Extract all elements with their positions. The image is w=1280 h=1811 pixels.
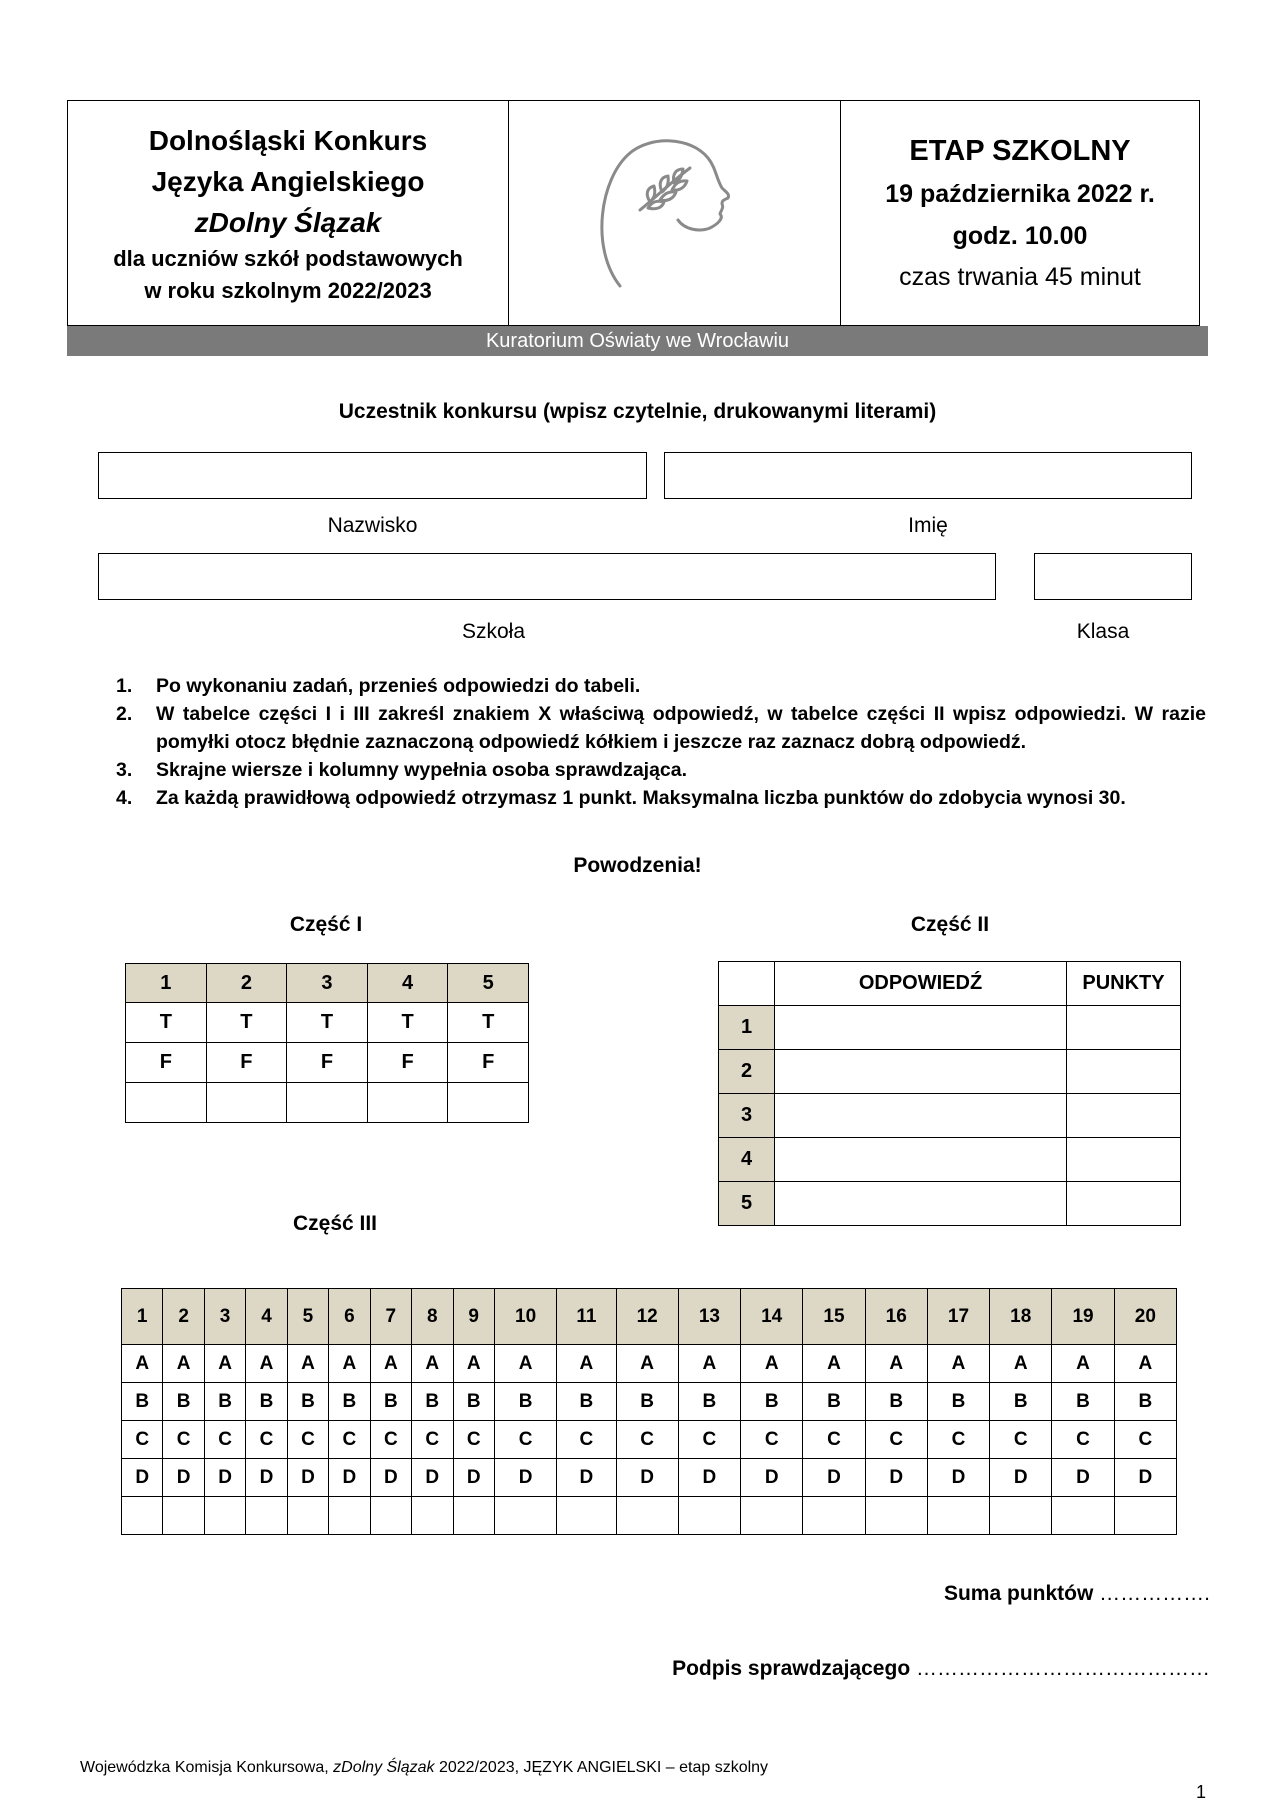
part3-option-cell[interactable]: D xyxy=(453,1459,494,1497)
part3-option-cell[interactable]: C xyxy=(329,1421,370,1459)
part3-col-header: 6 xyxy=(329,1289,370,1345)
stage-title: ETAP SZKOLNY xyxy=(909,135,1131,167)
school-label: Szkoła xyxy=(461,620,526,643)
part3-option-cell[interactable]: A xyxy=(927,1345,989,1383)
instruction-item: 4. Za każdą prawidłową odpowiedź otrzymasz 1 punkt. Maksymalna liczba punktów do zdobycia wynosi 30. xyxy=(116,787,1126,809)
part1-col-header: 5 xyxy=(448,964,529,1003)
part3-option-cell[interactable]: C xyxy=(204,1421,245,1459)
page-number: 1 xyxy=(1196,1782,1207,1802)
part2-answer-cell[interactable] xyxy=(775,1138,1067,1182)
part3-option-cell[interactable]: D xyxy=(163,1459,204,1497)
part3-col-header: 5 xyxy=(287,1289,328,1345)
score-cell[interactable] xyxy=(370,1497,411,1535)
score-cell[interactable] xyxy=(557,1497,616,1535)
part3-option-cell[interactable]: B xyxy=(990,1383,1052,1421)
part3-option-cell[interactable]: C xyxy=(246,1421,287,1459)
logo-cell xyxy=(509,101,841,325)
part3-option-cell[interactable]: D xyxy=(329,1459,370,1497)
part3-option-cell[interactable]: A xyxy=(370,1345,411,1383)
part3-option-cell[interactable]: D xyxy=(287,1459,328,1497)
part3-option-cell[interactable]: B xyxy=(204,1383,245,1421)
score-cell[interactable] xyxy=(1114,1497,1176,1535)
surname-field[interactable] xyxy=(98,452,647,499)
part3-col-header: 20 xyxy=(1114,1289,1176,1345)
part3-option-cell[interactable]: B xyxy=(412,1383,453,1421)
part3-option-cell[interactable]: C xyxy=(678,1421,740,1459)
part3-col-header: 7 xyxy=(370,1289,411,1345)
part3-option-cell[interactable]: B xyxy=(494,1383,556,1421)
part2-row-number: 4 xyxy=(719,1138,775,1182)
part3-option-cell[interactable]: A xyxy=(163,1345,204,1383)
score-cell[interactable] xyxy=(122,1497,163,1535)
part3-option-cell[interactable]: D xyxy=(678,1459,740,1497)
part3-col-header: 10 xyxy=(494,1289,556,1345)
score-cell[interactable] xyxy=(741,1497,803,1535)
audience-line1: dla uczniów szkół podstawowych xyxy=(113,245,463,271)
part3-option-cell[interactable]: D xyxy=(246,1459,287,1497)
score-cell[interactable] xyxy=(865,1497,927,1535)
part3-table xyxy=(121,1288,1177,1535)
part1-table xyxy=(125,963,529,1123)
instruction-item: 1. Po wykonaniu zadań, przenieś odpowiedzi do tabeli. xyxy=(116,675,641,697)
part2-row xyxy=(719,1050,1181,1094)
instructions-list xyxy=(116,672,1206,812)
score-cell[interactable] xyxy=(803,1497,865,1535)
part3-row-a xyxy=(122,1345,1177,1383)
points-sum xyxy=(944,1582,1210,1606)
head-laurel-logo xyxy=(590,128,760,298)
part3-option-cell[interactable]: A xyxy=(453,1345,494,1383)
signature-blank[interactable]: …………………………………… xyxy=(916,1657,1210,1680)
part3-row-d xyxy=(122,1459,1177,1497)
part1-col-header: 4 xyxy=(367,964,448,1003)
score-cell[interactable] xyxy=(246,1497,287,1535)
score-cell[interactable] xyxy=(453,1497,494,1535)
part3-option-cell[interactable]: A xyxy=(1114,1345,1176,1383)
points-sum-label: Suma punktów xyxy=(943,1582,1094,1605)
part1-header-row xyxy=(126,964,529,1003)
part3-option-cell[interactable]: B xyxy=(557,1383,616,1421)
part3-option-cell[interactable]: D xyxy=(494,1459,556,1497)
competition-info xyxy=(68,101,509,325)
part3-option-cell[interactable]: A xyxy=(246,1345,287,1383)
competition-name: zDolny Ślązak xyxy=(194,206,382,238)
part2-row xyxy=(719,1182,1181,1226)
part3-option-cell[interactable]: A xyxy=(494,1345,556,1383)
part2-answer-cell[interactable] xyxy=(775,1094,1067,1138)
part2-header-row xyxy=(719,962,1181,1006)
stage-info xyxy=(841,101,1199,325)
part3-option-cell[interactable]: B xyxy=(803,1383,865,1421)
part1-row-false xyxy=(126,1043,529,1083)
part3-option-cell[interactable]: C xyxy=(163,1421,204,1459)
part3-option-cell[interactable]: C xyxy=(927,1421,989,1459)
part3-option-cell[interactable]: A xyxy=(122,1345,163,1383)
part3-col-header: 2 xyxy=(163,1289,204,1345)
part3-col-header: 11 xyxy=(557,1289,616,1345)
score-cell[interactable] xyxy=(329,1497,370,1535)
part1-answer-cell[interactable]: T xyxy=(448,1003,529,1043)
part3-option-cell[interactable]: A xyxy=(204,1345,245,1383)
part3-option-cell[interactable]: A xyxy=(287,1345,328,1383)
points-sum-blank[interactable]: ……………. xyxy=(1099,1582,1210,1605)
signature-label: Podpis sprawdzającego xyxy=(672,1657,911,1680)
part1-answer-cell[interactable]: F xyxy=(448,1043,529,1083)
part2-points-cell[interactable] xyxy=(1067,1138,1181,1182)
part3-col-header: 19 xyxy=(1052,1289,1114,1345)
score-cell[interactable] xyxy=(287,1497,328,1535)
part3-option-cell[interactable]: A xyxy=(741,1345,803,1383)
score-cell[interactable] xyxy=(990,1497,1052,1535)
part3-option-cell[interactable]: B xyxy=(741,1383,803,1421)
part2-corner-cell xyxy=(719,962,775,1006)
part3-option-cell[interactable]: C xyxy=(122,1421,163,1459)
part3-option-cell[interactable]: C xyxy=(1114,1421,1176,1459)
part3-option-cell[interactable]: B xyxy=(287,1383,328,1421)
part3-option-cell[interactable]: B xyxy=(616,1383,678,1421)
part3-score-row xyxy=(122,1497,1177,1535)
part2-points-cell[interactable] xyxy=(1067,1182,1181,1226)
part3-col-header: 15 xyxy=(803,1289,865,1345)
part2-answer-header: ODPOWIEDŹ xyxy=(775,962,1067,1006)
participant-heading: Uczestnik konkursu (wpisz czytelnie, drukowanymi literami) xyxy=(338,400,937,423)
part3-option-cell[interactable]: D xyxy=(865,1459,927,1497)
score-cell[interactable] xyxy=(126,1083,207,1123)
part1-answer-cell[interactable]: F xyxy=(126,1043,207,1083)
instruction-item: 2. W tabelce części I i III zakreśl znakiem X właściwą odpowiedź, w tabelce części II wpisz odpowiedzi. W razie pomyłki otocz błędnie zaznaczoną odpowiedź kółkiem i jeszcze raz zaznacz dobrą odpowiedź. xyxy=(116,703,1206,753)
part2-row-number: 1 xyxy=(719,1006,775,1050)
part3-option-cell[interactable]: C xyxy=(453,1421,494,1459)
score-cell[interactable] xyxy=(616,1497,678,1535)
part3-col-header: 12 xyxy=(616,1289,678,1345)
score-cell[interactable] xyxy=(287,1083,368,1123)
name-label: Imię xyxy=(908,514,948,537)
score-cell[interactable] xyxy=(204,1497,245,1535)
part1-answer-cell[interactable]: F xyxy=(287,1043,368,1083)
part2-table xyxy=(718,961,1181,1226)
part3-option-cell[interactable]: A xyxy=(865,1345,927,1383)
part3-option-cell[interactable]: A xyxy=(616,1345,678,1383)
score-cell[interactable] xyxy=(367,1083,448,1123)
part3-option-cell[interactable]: D xyxy=(557,1459,616,1497)
part2-row xyxy=(719,1094,1181,1138)
part1-answer-cell[interactable]: T xyxy=(206,1003,287,1043)
part3-option-cell[interactable]: A xyxy=(1052,1345,1114,1383)
part3-option-cell[interactable]: B xyxy=(370,1383,411,1421)
part1-answer-cell[interactable]: F xyxy=(367,1043,448,1083)
score-cell[interactable] xyxy=(448,1083,529,1123)
part3-option-cell[interactable]: C xyxy=(1052,1421,1114,1459)
part1-row-true xyxy=(126,1003,529,1043)
score-cell[interactable] xyxy=(206,1083,287,1123)
part2-title: Część II xyxy=(910,913,990,936)
part3-option-cell[interactable]: B xyxy=(927,1383,989,1421)
part2-answer-cell[interactable] xyxy=(775,1182,1067,1226)
score-cell[interactable] xyxy=(1052,1497,1114,1535)
checker-signature xyxy=(672,1657,1210,1681)
part3-option-cell[interactable]: B xyxy=(163,1383,204,1421)
part3-option-cell[interactable]: D xyxy=(803,1459,865,1497)
part3-title: Część III xyxy=(292,1212,378,1235)
part3-option-cell[interactable]: A xyxy=(990,1345,1052,1383)
part3-option-cell[interactable]: B xyxy=(329,1383,370,1421)
part3-option-cell[interactable]: C xyxy=(557,1421,616,1459)
part3-option-cell[interactable]: D xyxy=(1114,1459,1176,1497)
part3-option-cell[interactable]: B xyxy=(453,1383,494,1421)
part2-row-number: 5 xyxy=(719,1182,775,1226)
good-luck: Powodzenia! xyxy=(573,854,702,877)
part2-row xyxy=(719,1138,1181,1182)
part3-option-cell[interactable]: C xyxy=(616,1421,678,1459)
part2-answer-cell[interactable] xyxy=(775,1050,1067,1094)
competition-line1: Dolnośląski Konkurs xyxy=(148,124,428,156)
part1-answer-cell[interactable]: F xyxy=(206,1043,287,1083)
part3-option-cell[interactable]: C xyxy=(287,1421,328,1459)
part3-option-cell[interactable]: D xyxy=(370,1459,411,1497)
part3-option-cell[interactable]: D xyxy=(741,1459,803,1497)
part3-option-cell[interactable]: D xyxy=(204,1459,245,1497)
part1-col-header: 2 xyxy=(206,964,287,1003)
score-cell[interactable] xyxy=(412,1497,453,1535)
part3-option-cell[interactable]: C xyxy=(865,1421,927,1459)
part3-option-cell[interactable]: C xyxy=(412,1421,453,1459)
part3-option-cell[interactable]: D xyxy=(927,1459,989,1497)
part1-answer-cell[interactable]: T xyxy=(287,1003,368,1043)
part3-header-row xyxy=(122,1289,1177,1345)
part3-col-header: 8 xyxy=(412,1289,453,1345)
part2-points-cell[interactable] xyxy=(1067,1006,1181,1050)
part3-option-cell[interactable]: C xyxy=(370,1421,411,1459)
part3-col-header: 1 xyxy=(122,1289,163,1345)
part3-col-header: 13 xyxy=(678,1289,740,1345)
part3-option-cell[interactable]: B xyxy=(122,1383,163,1421)
score-cell[interactable] xyxy=(494,1497,556,1535)
part3-option-cell[interactable]: D xyxy=(990,1459,1052,1497)
exam-date: 19 października 2022 r. xyxy=(885,180,1155,208)
part3-option-cell[interactable]: A xyxy=(557,1345,616,1383)
part3-option-cell[interactable]: C xyxy=(990,1421,1052,1459)
competition-line2: Języka Angielskiego xyxy=(151,165,425,197)
header-box xyxy=(67,100,1200,326)
part3-row-b xyxy=(122,1383,1177,1421)
part1-title: Część I xyxy=(289,913,363,936)
part1-score-row xyxy=(126,1083,529,1123)
class-field[interactable] xyxy=(1034,553,1192,600)
part3-option-cell[interactable]: D xyxy=(1052,1459,1114,1497)
part3-option-cell[interactable]: D xyxy=(122,1459,163,1497)
part2-row-number: 3 xyxy=(719,1094,775,1138)
part3-option-cell[interactable]: D xyxy=(616,1459,678,1497)
part3-col-header: 16 xyxy=(865,1289,927,1345)
part2-points-header: PUNKTY xyxy=(1067,962,1181,1006)
school-field[interactable] xyxy=(98,553,996,600)
score-cell[interactable] xyxy=(927,1497,989,1535)
part3-col-header: 4 xyxy=(246,1289,287,1345)
part3-option-cell[interactable]: B xyxy=(246,1383,287,1421)
part3-col-header: 17 xyxy=(927,1289,989,1345)
part1-answer-cell[interactable]: T xyxy=(126,1003,207,1043)
part3-option-cell[interactable]: C xyxy=(741,1421,803,1459)
part3-option-cell[interactable]: A xyxy=(412,1345,453,1383)
part3-col-header: 9 xyxy=(453,1289,494,1345)
part1-col-header: 3 xyxy=(287,964,368,1003)
part3-option-cell[interactable]: B xyxy=(1052,1383,1114,1421)
part3-option-cell[interactable]: B xyxy=(678,1383,740,1421)
part3-option-cell[interactable]: B xyxy=(865,1383,927,1421)
name-field[interactable] xyxy=(664,452,1192,499)
part2-row xyxy=(719,1006,1181,1050)
part2-points-cell[interactable] xyxy=(1067,1050,1181,1094)
audience-line2: w roku szkolnym 2022/2023 xyxy=(144,277,432,303)
part3-option-cell[interactable]: C xyxy=(494,1421,556,1459)
part3-col-header: 14 xyxy=(741,1289,803,1345)
part3-option-cell[interactable]: C xyxy=(803,1421,865,1459)
part3-col-header: 18 xyxy=(990,1289,1052,1345)
part2-row-number: 2 xyxy=(719,1050,775,1094)
class-label: Klasa xyxy=(1076,620,1130,643)
part3-option-cell[interactable]: A xyxy=(329,1345,370,1383)
part2-points-cell[interactable] xyxy=(1067,1094,1181,1138)
surname-label: Nazwisko xyxy=(327,514,418,537)
part3-col-header: 3 xyxy=(204,1289,245,1345)
score-cell[interactable] xyxy=(678,1497,740,1535)
exam-duration: czas trwania 45 minut xyxy=(899,263,1141,291)
part1-answer-cell[interactable]: T xyxy=(367,1003,448,1043)
part3-option-cell[interactable]: A xyxy=(678,1345,740,1383)
score-cell[interactable] xyxy=(163,1497,204,1535)
part3-option-cell[interactable]: B xyxy=(1114,1383,1176,1421)
part1-col-header: 1 xyxy=(126,964,207,1003)
footer-text: Wojewódzka Komisja Konkursowa, zDolny Ślązak 2022/2023, JĘZYK ANGIELSKI – etap szkolny xyxy=(80,1759,769,1776)
organizer-bar: Kuratorium Oświaty we Wrocławiu xyxy=(67,326,1208,356)
part2-answer-cell[interactable] xyxy=(775,1006,1067,1050)
exam-time: godz. 10.00 xyxy=(952,222,1088,250)
part3-option-cell[interactable]: A xyxy=(803,1345,865,1383)
part3-row-c xyxy=(122,1421,1177,1459)
instruction-item: 3. Skrajne wiersze i kolumny wypełnia osoba sprawdzająca. xyxy=(116,759,688,781)
part3-option-cell[interactable]: D xyxy=(412,1459,453,1497)
